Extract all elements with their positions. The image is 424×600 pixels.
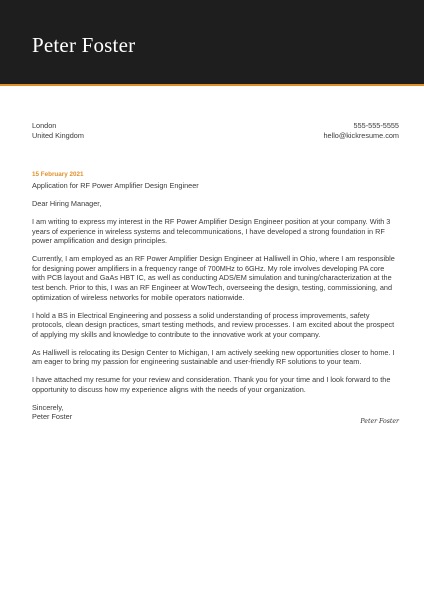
closing-salutation: Sincerely, bbox=[32, 402, 64, 412]
letter-subject: Application for RF Power Amplifier Design Engineer bbox=[32, 181, 199, 190]
closing-name: Peter Foster bbox=[32, 412, 73, 422]
contact-city: London bbox=[32, 121, 57, 130]
letter-closing bbox=[32, 403, 396, 422]
contact-phone: 555-555-5555 bbox=[353, 121, 399, 130]
letter-greeting: Dear Hiring Manager, bbox=[32, 199, 102, 208]
handwritten-signature: Peter Foster bbox=[360, 418, 399, 425]
letter-date: 15 February 2021 bbox=[32, 171, 84, 178]
letter-paragraph: I hold a BS in Electrical Engineering and possess a solid understanding of process improvements, safety protocols, clean design practices, smart testing methods, and review processes. I am excited about the prospect of applying my skills and knowledge to contribute to the innovative work at your company. bbox=[32, 310, 395, 339]
letter-paragraph: I am writing to express my interest in the RF Power Amplifier Design Engineer position at your company. With 3 years of experience in wireless systems and telecommunications, I have developed a strong foundation in RF power amplification and design principles. bbox=[32, 216, 391, 246]
contact-country: United Kingdom bbox=[32, 131, 84, 140]
letter-paragraph: Currently, I am employed as an RF Power Amplifier Design Engineer at Halliwell in Ohio, where I am responsible for designing power amplifiers in a frequency range of 700MHz to 6GHz. My role involves developing PA core with PCB layout and GaAs HBT IC, as well as conducting ADS/EM simulation and tuning/characterization at the test bench. Prior to this, I was an RF Engineer at WowTech, overseeing the design, testing, commissioning, and optimization of wireless networks for mobile operators nationwide. bbox=[32, 254, 395, 302]
letter-paragraph: As Halliwell is relocating its Design Center to Michigan, I am actively seeking new opportunities closer to home. I am eager to bring my passion for engineering sustainable and user-friendly RF solutions to your team. bbox=[32, 347, 395, 367]
applicant-name: Peter Foster bbox=[32, 33, 136, 57]
contact-email: hello@kickresume.com bbox=[323, 131, 399, 140]
contact-block bbox=[323, 121, 399, 141]
address-block bbox=[32, 121, 84, 141]
header-banner bbox=[0, 0, 424, 86]
letter-paragraph: I have attached my resume for your review and consideration. Thank you for your time and I look forward to the opportunity to discuss how my experience aligns with the needs of your organization. bbox=[32, 375, 391, 394]
letter-body bbox=[32, 199, 396, 430]
